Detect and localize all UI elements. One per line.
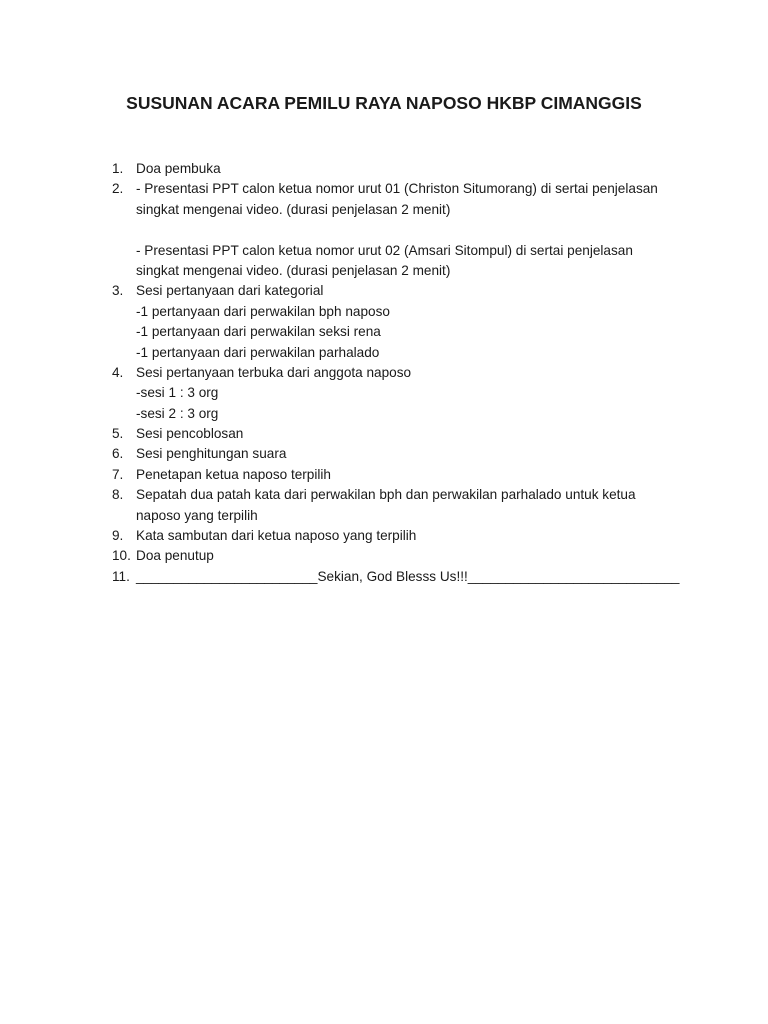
agenda-item-number: 7.	[112, 466, 124, 482]
agenda-item	[0, 567, 768, 587]
agenda-item-number: 6.	[112, 446, 124, 462]
agenda-item-text: -1 pertanyaan dari perwakilan seksi rena	[136, 324, 381, 340]
agenda-item-text: -sesi 1 : 3 org	[136, 385, 219, 401]
agenda-item-number: 11.	[112, 568, 130, 584]
agenda-item-number: 9.	[112, 528, 124, 544]
agenda-item-text: singkat mengenai video. (durasi penjelasan 2 menit)	[136, 262, 451, 278]
document-title: SUSUNAN ACARA PEMILU RAYA NAPOSO HKBP CIMANGGIS	[126, 93, 642, 113]
agenda-item-text: -sesi 2 : 3 org	[136, 405, 219, 421]
agenda-item-number: 8.	[112, 487, 124, 503]
agenda-list	[0, 159, 768, 587]
agenda-item	[0, 526, 768, 546]
agenda-item-number: 3.	[112, 283, 124, 299]
agenda-item-text: -1 pertanyaan dari perwakilan parhalado	[136, 344, 380, 360]
agenda-item-text: - Presentasi PPT calon ketua nomor urut 02 (Amsari Sitompul) di sertai penjelasan	[136, 242, 633, 258]
agenda-item-text: Sesi pertanyaan dari kategorial	[136, 283, 324, 299]
agenda-item-text: - Presentasi PPT calon ketua nomor urut 01 (Christon Situmorang) di sertai penjelasan	[136, 181, 658, 197]
agenda-item-text: Penetapan ketua naposo terpilih	[136, 466, 331, 482]
agenda-item-number: 1.	[112, 161, 124, 176]
agenda-item	[0, 465, 768, 485]
agenda-item-text: Kata sambutan dari ketua naposo yang terpilih	[136, 528, 417, 544]
agenda-item-text: singkat mengenai video. (durasi penjelasan 2 menit)	[136, 201, 451, 217]
agenda-item-text: Sesi penghitungan suara	[136, 446, 287, 462]
agenda-item	[0, 363, 768, 424]
agenda-item-text: Doa pembuka	[136, 161, 221, 176]
agenda-item	[0, 485, 768, 526]
agenda-item	[0, 444, 768, 464]
agenda-item-text: Sesi pertanyaan terbuka dari anggota naposo	[136, 364, 412, 380]
agenda-item-number: 2.	[112, 181, 124, 197]
agenda-item-number: 5.	[112, 426, 124, 442]
agenda-item-number: 4.	[112, 364, 124, 380]
agenda-item-number: 10.	[112, 548, 131, 564]
agenda-item-text: Doa penutup	[136, 548, 214, 564]
agenda-item-text: Sepatah dua patah kata dari perwakilan bph dan perwakilan parhalado untuk ketua	[136, 487, 636, 503]
agenda-item	[0, 546, 768, 566]
agenda-item	[0, 281, 768, 363]
agenda-item-text: -1 pertanyaan dari perwakilan bph naposo	[136, 303, 390, 319]
agenda-item-text	[0, 220, 768, 240]
agenda-item-text: naposo yang terpilih	[136, 507, 258, 523]
agenda-item	[0, 159, 768, 179]
agenda-item-text: Sesi pencoblosan	[136, 426, 244, 442]
agenda-item	[0, 424, 768, 444]
agenda-item-text: ________________________Sekian, God Blesss Us!!!____________________________	[136, 568, 680, 584]
agenda-item	[0, 179, 768, 281]
